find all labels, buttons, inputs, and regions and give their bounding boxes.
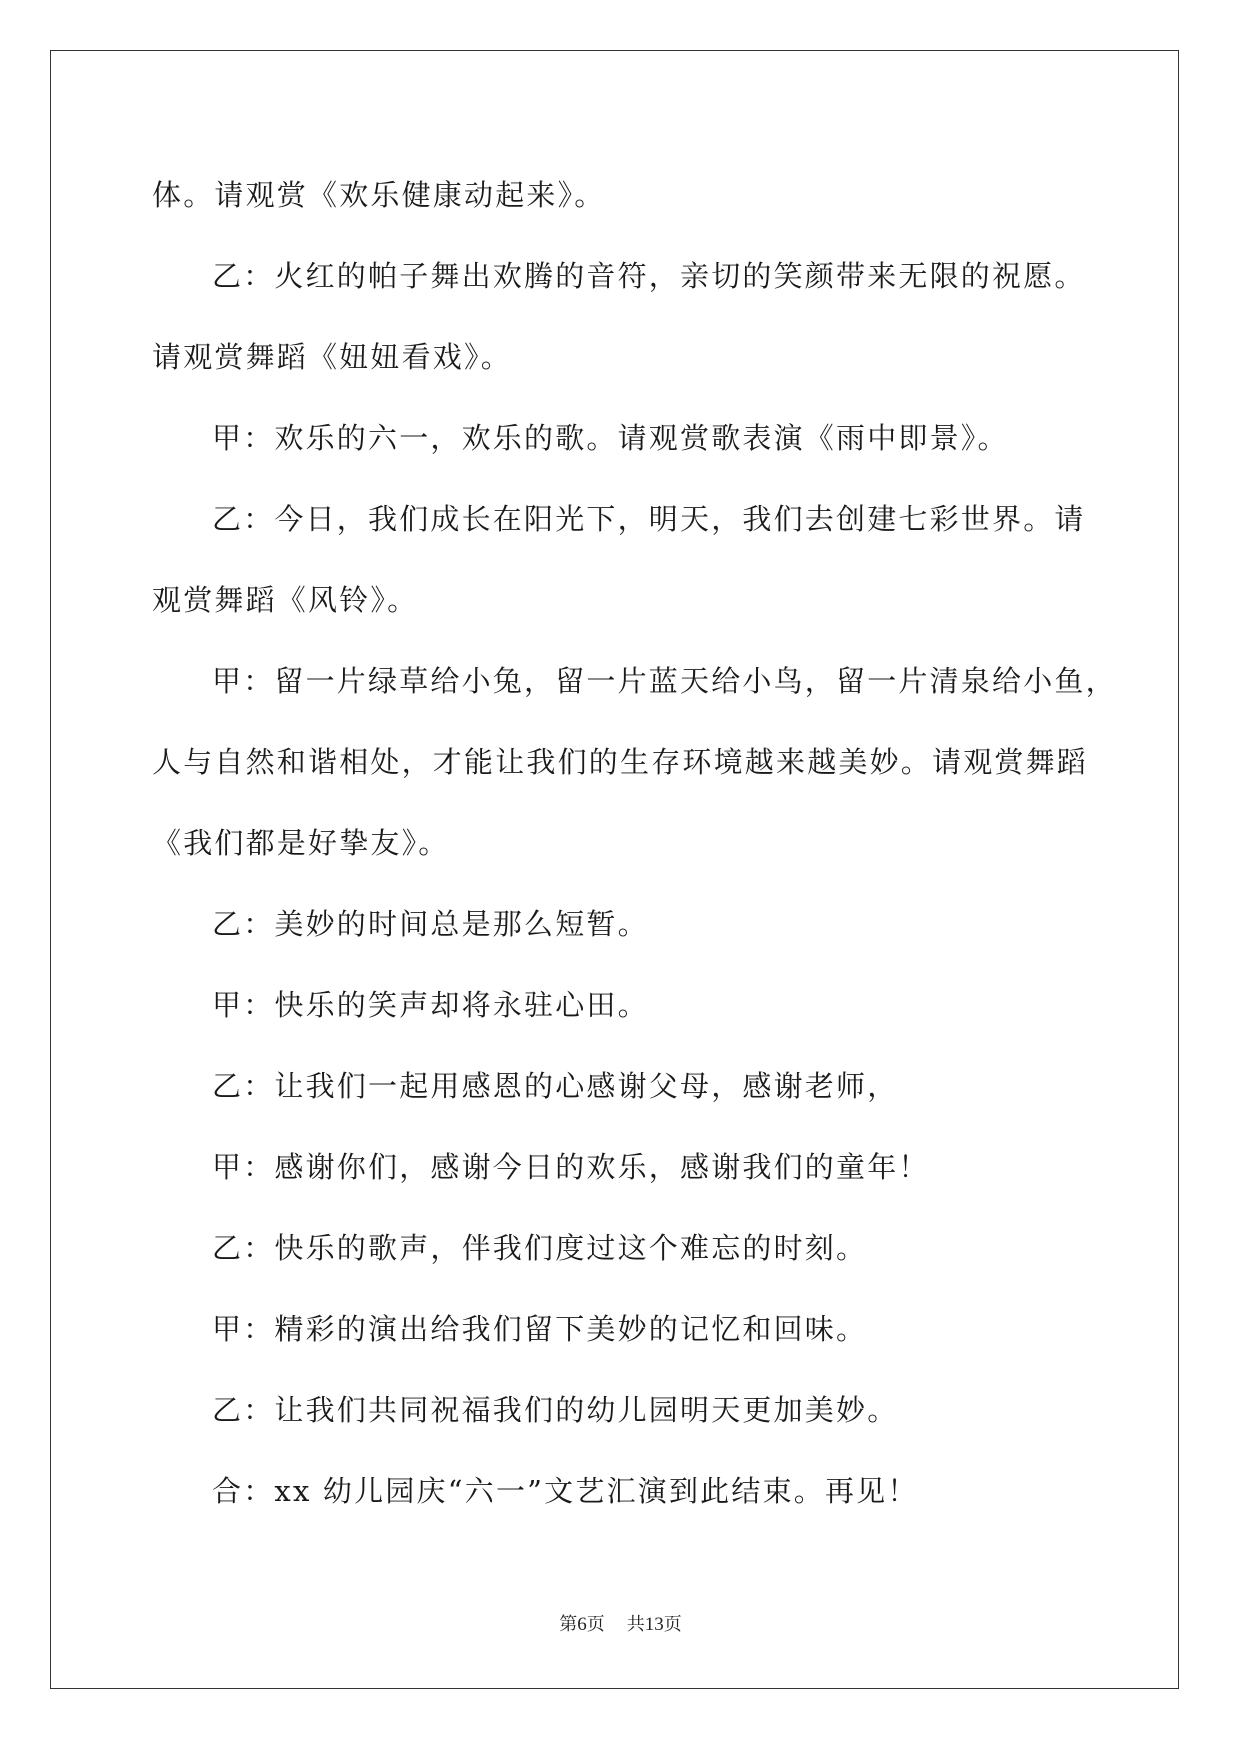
text-line-17: 合：xx 幼儿园庆“六一”文艺汇演到此结束。再见！: [212, 1474, 919, 1508]
document-body: [152, 155, 1117, 1532]
text-line-8: 人与自然和谐相处，才能让我们的生存环境越来越美妙。请观赏舞蹈: [152, 745, 1089, 779]
text-line-5: 乙：今日，我们成长在阳光下，明天，我们去创建七彩世界。请: [212, 502, 1086, 536]
text-line-10: 乙：美妙的时间总是那么短暂。: [212, 907, 649, 941]
text-line-12: 乙：让我们一起用感恩的心感谢父母，感谢老师，: [212, 1069, 899, 1103]
text-line-14: 乙：快乐的歌声，伴我们度过这个难忘的时刻。: [212, 1231, 868, 1265]
text-line-13: 甲：感谢你们，感谢今日的欢乐，感谢我们的童年！: [212, 1150, 930, 1184]
text-line-2: 乙：火红的帕子舞出欢腾的音符，亲切的笑颜带来无限的祝愿。: [212, 259, 1086, 293]
text-line-4: 甲：欢乐的六一，欢乐的歌。请观赏歌表演《雨中即景》。: [212, 421, 1009, 455]
page-suffix: 页: [586, 1614, 605, 1635]
total-prefix: 共: [626, 1614, 645, 1635]
text-line-6: 观赏舞蹈《风铃》。: [152, 583, 419, 617]
text-line-1: 体。请观赏《欢乐健康动起来》。: [152, 178, 606, 212]
total-suffix: 页: [663, 1614, 682, 1635]
text-line-3: 请观赏舞蹈《妞妞看戏》。: [152, 340, 512, 374]
text-line-9: 《我们都是好挚友》。: [152, 826, 450, 860]
text-line-7: 甲：留一片绿草给小兔，留一片蓝天给小鸟，留一片清泉给小鱼，: [212, 664, 1117, 698]
total-pages: 13: [644, 1614, 664, 1635]
page-footer: [0, 1610, 1241, 1636]
page-number: 6: [577, 1614, 587, 1635]
page-prefix: 第: [559, 1614, 578, 1635]
text-line-15: 甲：精彩的演出给我们留下美妙的记忆和回味。: [212, 1312, 868, 1346]
text-line-11: 甲：快乐的笑声却将永驻心田。: [212, 988, 649, 1022]
text-line-16: 乙：让我们共同祝福我们的幼儿园明天更加美妙。: [212, 1393, 899, 1427]
